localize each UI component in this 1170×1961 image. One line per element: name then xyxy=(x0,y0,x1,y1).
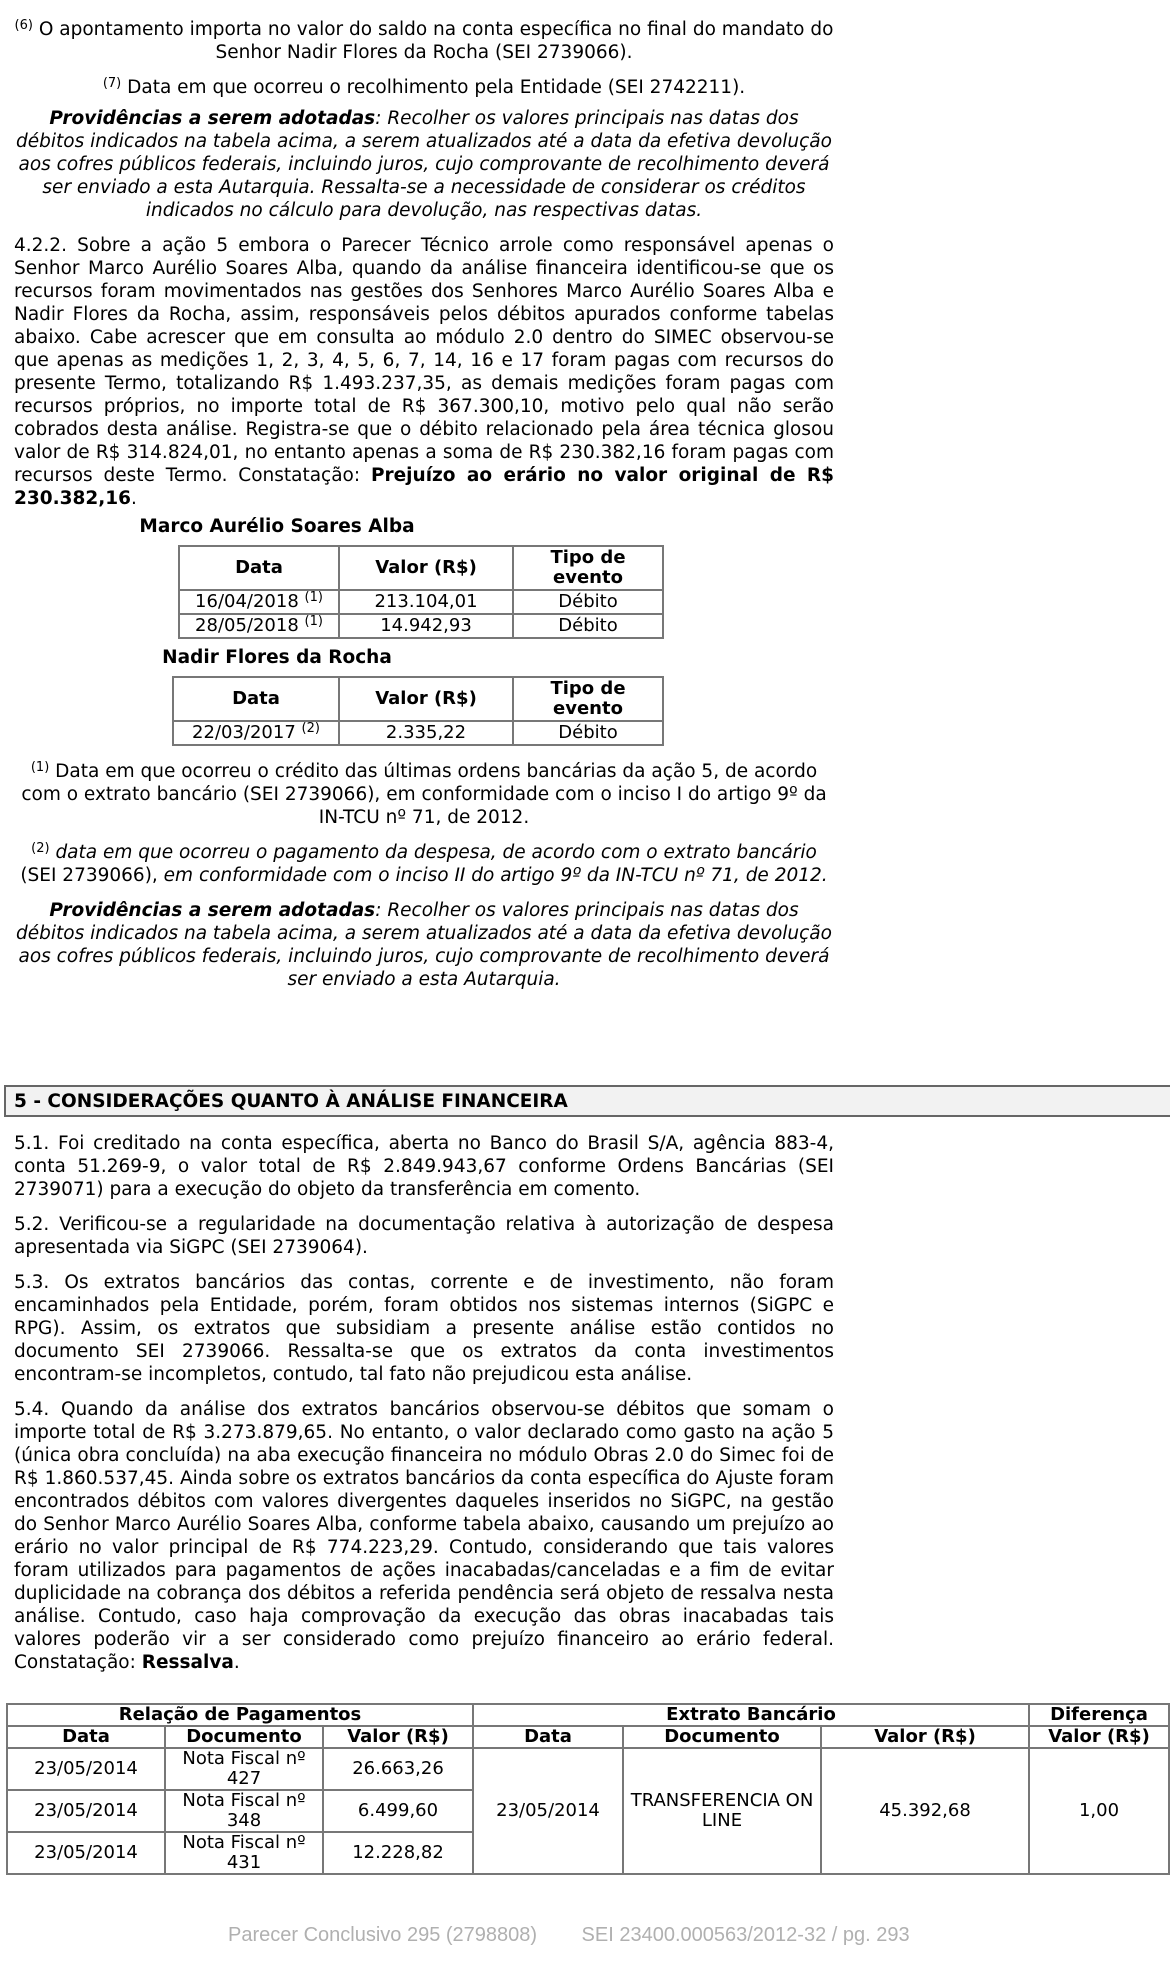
note-7: $^{(7)}$ Data em que ocorreu o recolhimento pela Entidade (SEI 2742211). xyxy=(102,76,746,98)
col-header-data: Data xyxy=(173,677,339,721)
note-6: $^{(6)}$ O apontamento importa no valor do saldo na conta específica no final do mandato do Senhor Nadir Flores da Rocha (SEI 2739066). xyxy=(14,18,834,63)
col-header: Valor (R$) xyxy=(821,1726,1029,1748)
page-footer: Parecer Conclusivo 295 (2798808) SEI 23400.000563/2012-32 / pg. 293 xyxy=(228,1924,910,1946)
group-header-pagamentos: Relação de Pagamentos xyxy=(7,1704,473,1726)
group-header-extrato: Extrato Bancário xyxy=(473,1704,1029,1726)
col-header-tipo: Tipo de evento xyxy=(513,677,663,721)
table-alba-title: Marco Aurélio Soares Alba xyxy=(139,516,415,537)
paragraph-5-3: 5.3. Os extratos bancários das contas, corrente e de investimento, não foram encaminhados pela Entidade, porém, foram obtidos nos sistemas internos (SiGPC e RPG). Assim, os extratos que subsidiam a presente análise estão contidos no documento SEI 2739066. Ressalta-se que os extratos da conta investimentos encontram-se incompletos, contudo, tal fato não prejudicou esta análise. xyxy=(14,1272,834,1385)
providencias-1: Providências a serem adotadas: Recolher os valores principais nas datas dos débitos indicados na tabela acima, a serem atualizados até a data da efetiva devolução aos cofres públicos federais, incluindo juros, cujo comprovante de recolhimento deverá ser enviado a esta Autarquia. Ressalta-se a necessidade de considerar os créditos indicados no cálculo para devolução, nas respectivas datas. xyxy=(16,108,832,221)
paragraph-5-1: 5.1. Foi creditado na conta específica, aberta no Banco do Brasil S/A, agência 883-4, conta 51.269-9, o valor total de R$ 2.849.943,67 conforme Ordens Bancárias (SEI 2739071) para a execução do objeto da transferência em comento. xyxy=(14,1133,834,1200)
col-header: Documento xyxy=(165,1726,323,1748)
col-header-data: Data xyxy=(179,546,339,590)
col-header: Documento xyxy=(623,1726,821,1748)
item-4-2-2: 4.2.2. Sobre a ação 5 embora o Parecer Técnico arrole como responsável apenas o Senhor Marco Aurélio Soares Alba, quando da análise financeira identificou-se que os recursos foram movimentados nas gestões dos Senhores Marco Aurélio Soares Alba e Nadir Flores da Rocha, assim, responsáveis pelos débitos apurados conforme tabelas abaixo. Cabe acrescer que em consulta ao módulo 2.0 dentro do SIMEC observou-se que apenas as medições 1, 2, 3, 4, 5, 6, 7, 14, 16 e 17 foram pagas com recursos do presente Termo, totalizando R$ 1.493.237,35, as demais medições foram pagas com recursos próprios, no importe total de R$ 367.300,10, motivo pelo qual não serão cobrados desta análise. Registra-se que o débito relacionado pela área técnica glosou valor de R$ 314.824,01, no entanto apenas a soma de R$ 230.382,16 foram pagas com recursos deste Termo. Constatação: Prejuízo ao erário no valor original de R$ 230.382,16. xyxy=(14,235,835,509)
table-row: 28/05/2018 $^{(1)}$ 14.942,93 Débito xyxy=(179,614,663,638)
group-header-diferenca: Diferença xyxy=(1029,1704,1169,1726)
col-header: Data xyxy=(7,1726,165,1748)
providencias-2: Providências a serem adotadas: Recolher os valores principais nas datas dos débitos indicados na tabela acima, a serem atualizados até a data da efetiva devolução aos cofres públicos federais, incluindo juros, cujo comprovante de recolhimento deverá ser enviado a esta Autarquia. xyxy=(16,900,832,990)
table-row: 22/03/2017 $^{(2)}$ 2.335,22 Débito xyxy=(173,721,663,745)
paragraph-5-4: 5.4. Quando da análise dos extratos bancários observou-se débitos que somam o importe total de R$ 3.273.879,65. No entanto, o valor declarado como gasto na ação 5 (única obra concluída) na aba execução financeira no módulo Obras 2.0 do Simec foi de R$ 1.860.537,45. Ainda sobre os extratos bancários da conta específica do Ajuste foram encontrados débitos com valores divergentes daqueles inseridos no SiGPC, na gestão do Senhor Marco Aurélio Soares Alba, conforme tabela abaixo, causando um prejuízo ao erário no valor principal de R$ 774.223,29. Contudo, considerando que tais valores foram utilizados para pagamentos de ações inacabadas/canceladas e a fim de evitar duplicidade na cobrança dos débitos a referida pendência será objeto de ressalva nesta análise. Contudo, caso haja comprovação da execução das obras inacabadas tais valores poderão vir a ser considerado como prejuízo financeiro ao erário federal. Constatação: Ressalva. xyxy=(14,1399,834,1673)
footnote-2: $^{(2)}$ data em que ocorreu o pagamento da despesa, de acordo com o extrato bancário (SEI 2739066), em conformidade com o inciso II do artigo 9º da IN-TCU nº 71, de 2012. xyxy=(20,841,828,886)
col-header: Data xyxy=(473,1726,623,1748)
payments-table xyxy=(6,1703,1170,1875)
table-nadir-title: Nadir Flores da Rocha xyxy=(162,647,392,668)
table-row: 23/05/2014 Nota Fiscal nº 348 6.499,60 xyxy=(7,1790,1169,1832)
col-header-valor: Valor (R$) xyxy=(339,677,513,721)
paragraph-5-2: 5.2. Verificou-se a regularidade na documentação relativa à autorização de despesa apresentada via SiGPC (SEI 2739064). xyxy=(14,1214,834,1258)
table-nadir xyxy=(172,676,664,746)
col-header-valor: Valor (R$) xyxy=(339,546,513,590)
col-header: Valor (R$) xyxy=(323,1726,473,1748)
section-5-header xyxy=(4,1085,1170,1117)
section-5-title: 5 - CONSIDERAÇÕES QUANTO À ANÁLISE FINANCEIRA xyxy=(14,1091,568,1112)
table-row: 23/05/2014 Nota Fiscal nº 427 26.663,26 23/05/2014 TRANSFERENCIA ON LINE 45.392,68 1,00 xyxy=(7,1748,1169,1790)
document-body xyxy=(14,18,834,991)
table-row: 16/04/2018 $^{(1)}$ 213.104,01 Débito xyxy=(179,590,663,614)
table-alba xyxy=(178,545,664,639)
footnote-1: $^{(1)}$ Data em que ocorreu o crédito das últimas ordens bancárias da ação 5, de acordo com o extrato bancário (SEI 2739066), em conformidade com o inciso I do artigo 9º da IN-TCU nº 71, de 2012. xyxy=(21,760,827,828)
col-header: Valor (R$) xyxy=(1029,1726,1169,1748)
section-5-body xyxy=(14,1132,834,1674)
col-header-tipo: Tipo de evento xyxy=(513,546,663,590)
table-row: 23/05/2014 Nota Fiscal nº 431 12.228,82 xyxy=(7,1832,1169,1874)
